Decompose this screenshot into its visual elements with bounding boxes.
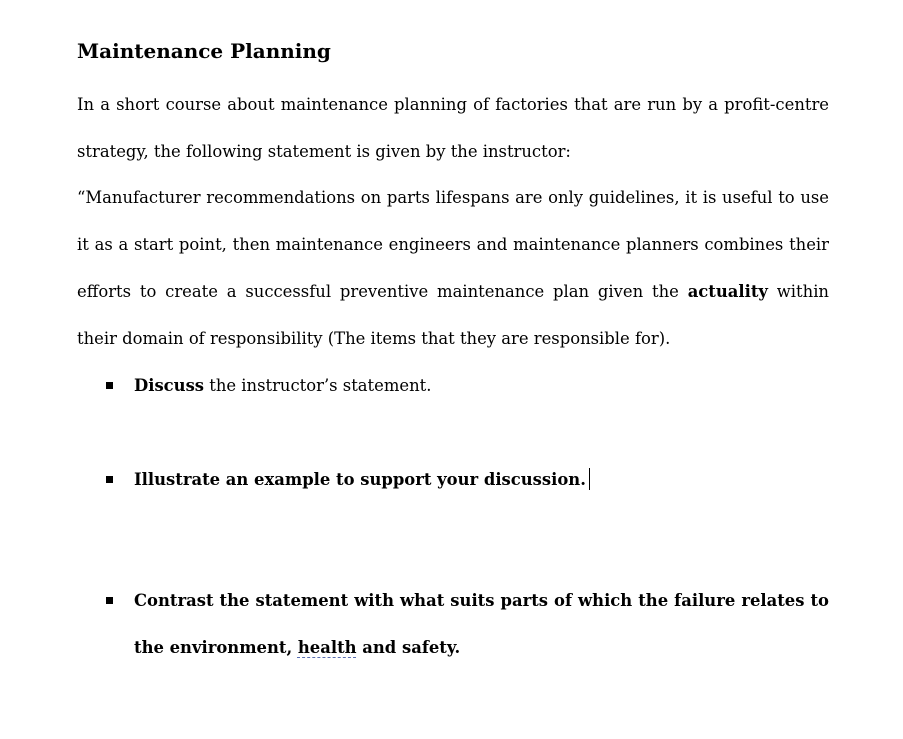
quote-text-end: within their domain of responsibility (The items that they are responsible for). bbox=[77, 282, 829, 348]
document-title: Maintenance Planning bbox=[77, 39, 331, 63]
bullet-bold-text: Illustrate an example to support your discussion. bbox=[134, 470, 586, 489]
text-cursor bbox=[589, 468, 590, 490]
quote-text-start: “Manufacturer recommendations on parts lifespans are only guidelines, it is useful to use it as a start point, then maintenance engineers and maintenance planners combines their efforts to create a successful preventive maintenance plan given the bbox=[77, 188, 829, 301]
bullet-text bbox=[134, 362, 829, 409]
square-bullet-icon bbox=[106, 476, 113, 483]
quote-bold-word: actuality bbox=[687, 282, 768, 301]
bullet-bold-word: Discuss bbox=[134, 376, 205, 395]
bullet-text[interactable] bbox=[134, 456, 829, 503]
square-bullet-icon bbox=[106, 382, 113, 389]
quote-paragraph bbox=[77, 174, 829, 362]
bullet-rest: the instructor’s statement. bbox=[204, 376, 432, 395]
spellcheck-flagged-word[interactable]: health bbox=[297, 638, 357, 657]
intro-paragraph: In a short course about maintenance planning of factories that are run by a profit-centre strategy, the following statement is given by the instructor: bbox=[77, 95, 829, 161]
bullet-text-start: Contrast the statement with what suits parts of which the failure relates to the environment, bbox=[134, 591, 829, 657]
bullet-text-end: and safety. bbox=[356, 638, 461, 657]
square-bullet-icon bbox=[106, 597, 113, 604]
bullet-text bbox=[134, 577, 829, 671]
